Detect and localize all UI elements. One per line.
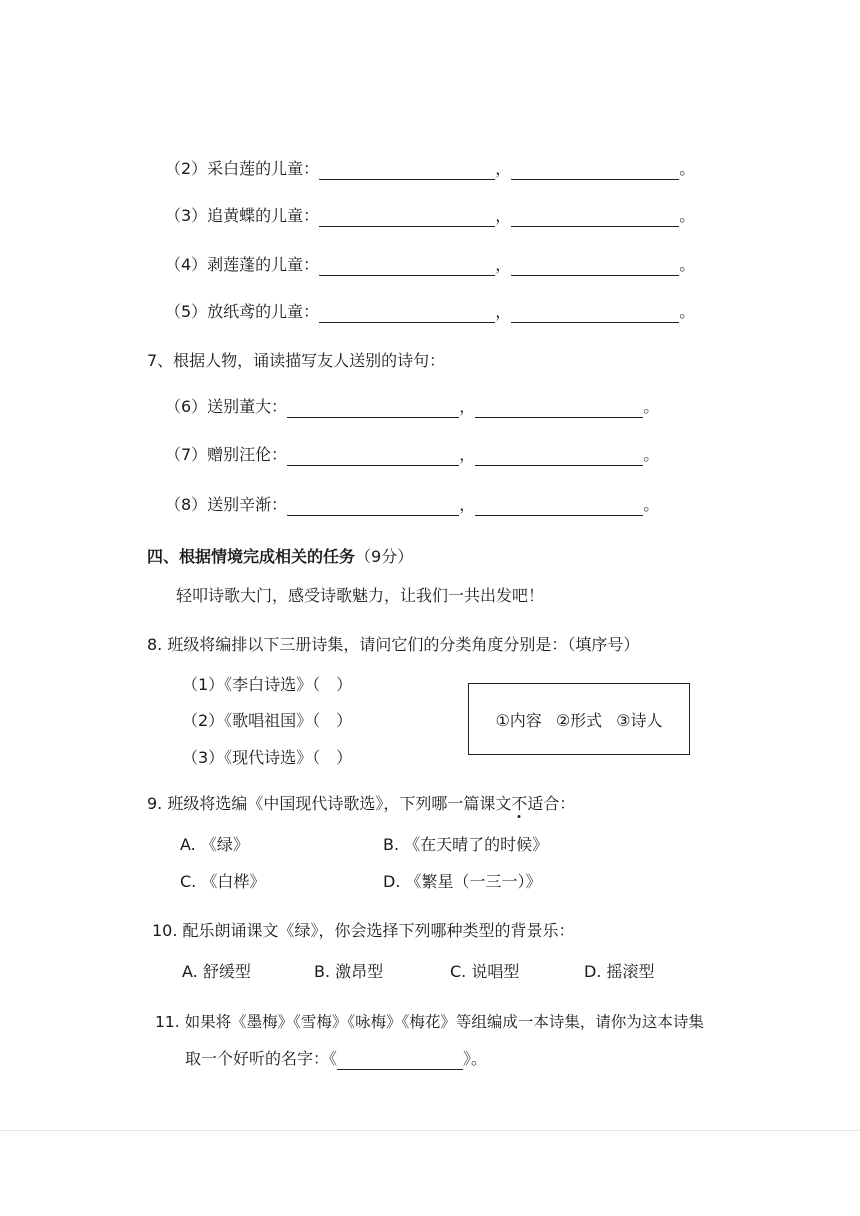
q11-name-blank[interactable] [337,1051,463,1070]
q6-item-3 [165,205,695,227]
q6-item-3-blank-1[interactable] [319,208,495,227]
q6-item-5-label: （5）放纸鸢的儿童： [165,302,320,321]
q8-prompt: 8. 班级将编排以下三册诗集，请问它们的分类角度分别是：（填序号） [147,635,640,654]
q7-prompt: 7、根据人物，诵读描写友人送别的诗句： [147,351,446,370]
q10-option-d[interactable]: D. 摇滚型 [584,962,655,981]
q7-item-6-label: （6）送别董大： [165,397,288,416]
period: 。 [679,206,696,225]
section4-heading [147,546,413,568]
q11-line-2-after: 》。 [463,1049,488,1068]
q7-item-6-blank-1[interactable] [287,399,459,418]
comma: ， [495,255,512,274]
q8-option-content: ①内容 [495,710,542,730]
q8-options-box [468,683,690,755]
q6-item-3-blank-2[interactable] [511,208,679,227]
q8-item-1[interactable]: （1）《李白诗选》（ ） [182,675,353,694]
q7-item-6-blank-2[interactable] [475,399,643,418]
q11-line-2 [185,1048,487,1070]
q7-item-8 [165,494,659,516]
page-bottom-divider [0,1130,860,1131]
section4-title: 四、根据情境完成相关的任务 [147,547,356,566]
q11-line-2-before: 取一个好听的名字：《 [185,1049,338,1068]
q6-item-4-blank-2[interactable] [511,257,679,276]
q10-option-b[interactable]: B. 激昂型 [314,962,384,981]
comma: ， [495,206,512,225]
q7-item-6 [165,396,659,418]
q6-item-3-label: （3）追黄蝶的儿童： [165,206,320,225]
q6-item-2-blank-2[interactable] [511,161,679,180]
q9-option-d[interactable]: D. 《繁星（一三一）》 [383,872,542,891]
comma: ， [459,445,476,464]
q9-option-c[interactable]: C. 《白桦》 [180,872,266,891]
q7-item-8-label: （8）送别辛渐： [165,495,288,514]
q7-item-8-blank-1[interactable] [287,497,459,516]
period: 。 [643,445,660,464]
comma: ， [459,397,476,416]
q6-item-4-blank-1[interactable] [319,257,495,276]
q9-prompt-after: 适合： [527,794,576,813]
q8-option-poet: ③诗人 [616,710,663,730]
q6-item-4 [165,254,695,276]
q9-prompt [147,793,575,815]
q7-item-8-blank-2[interactable] [475,497,643,516]
q6-item-4-label: （4）剥莲蓬的儿童： [165,255,320,274]
q6-item-2 [165,158,695,180]
q9-prompt-emphasis: 不 [511,794,528,813]
q6-item-2-label: （2）采白莲的儿童： [165,159,320,178]
q7-item-7 [165,444,659,466]
q6-item-5-blank-1[interactable] [319,304,495,323]
q10-option-c[interactable]: C. 说唱型 [450,962,520,981]
comma: ， [459,495,476,514]
q10-option-a[interactable]: A. 舒缓型 [182,962,251,981]
period: 。 [679,159,696,178]
comma: ， [495,159,512,178]
q8-option-form: ②形式 [555,710,603,730]
q8-item-3[interactable]: （3）《现代诗选》（ ） [182,748,353,767]
period: 。 [679,302,696,321]
period: 。 [643,495,660,514]
q8-item-2[interactable]: （2）《歌唱祖国》（ ） [182,711,353,730]
comma: ， [495,302,512,321]
period: 。 [679,255,696,274]
q7-item-7-blank-2[interactable] [475,447,643,466]
q9-prompt-before: 9. 班级将选编《中国现代诗歌选》，下列哪一篇课文 [147,794,512,813]
q9-option-a[interactable]: A. 《绿》 [180,835,249,854]
section4-score: （9分） [355,547,414,566]
q7-item-7-blank-1[interactable] [287,447,459,466]
q11-line-1: 11. 如果将《墨梅》《雪梅》《咏梅》《梅花》等组编成一本诗集，请你为这本诗集 [155,1013,704,1031]
q7-item-7-label: （7）赠别汪伦： [165,445,288,464]
period: 。 [643,397,660,416]
section4-intro: 轻叩诗歌大门，感受诗歌魅力，让我们一共出发吧！ [176,586,545,605]
q6-item-2-blank-1[interactable] [319,161,495,180]
q6-item-5-blank-2[interactable] [511,304,679,323]
q6-item-5 [165,301,695,323]
q9-option-b[interactable]: B. 《在天晴了的时候》 [383,835,549,854]
q10-prompt: 10. 配乐朗诵课文《绿》，你会选择下列哪种类型的背景乐： [152,921,575,940]
